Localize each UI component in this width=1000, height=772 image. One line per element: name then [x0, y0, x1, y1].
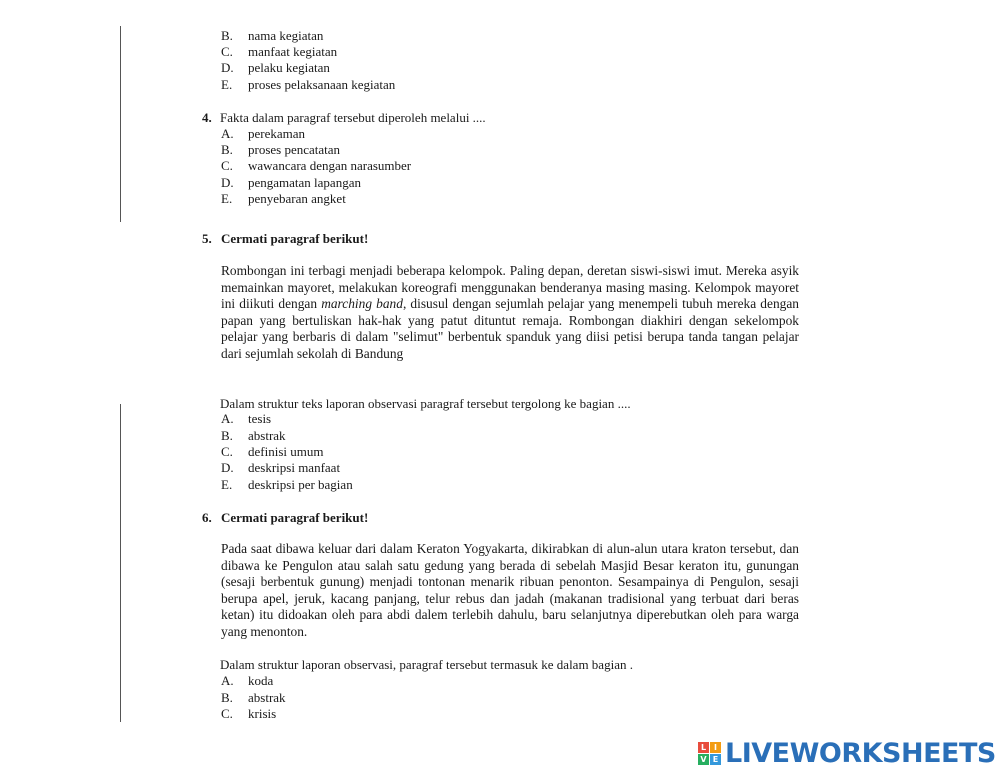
option-text: abstrak	[248, 690, 286, 705]
option-letter: C.	[221, 444, 233, 459]
option-letter: E.	[221, 77, 233, 92]
question-number: 6.	[202, 510, 212, 525]
option-letter: D.	[221, 175, 234, 190]
option-letter: A.	[221, 411, 234, 426]
option-text: tesis	[248, 411, 272, 426]
question-text: Dalam struktur laporan observasi, paragraf tersebut termasuk ke dalam bagian .	[220, 657, 633, 672]
logo-letter: V	[698, 754, 709, 765]
question-text: Dalam struktur teks laporan observasi paragraf tersebut tergolong ke bagian ....	[220, 396, 631, 411]
liveworksheets-watermark	[698, 738, 996, 769]
option-letter: A.	[221, 126, 234, 141]
option-text: deskripsi per bagian	[248, 477, 353, 492]
option-letter: B.	[221, 142, 233, 157]
option-text: proses pelaksanaan kegiatan	[248, 77, 396, 92]
question-number: 4.	[202, 110, 212, 125]
option-letter: C.	[221, 706, 233, 721]
option-text: pengamatan lapangan	[248, 175, 361, 190]
option-letter: B.	[221, 28, 233, 43]
option-letter: B.	[221, 690, 233, 705]
option-text: definisi umum	[248, 444, 324, 459]
logo-letter: I	[710, 742, 721, 753]
question-paragraph: Pada saat dibawa keluar dari dalam Keraton Yogyakarta, dikirabkan di alun-alun utara kraton tersebut, dan dibawa ke Pengulon atau salah satu gedung yang berada di sebelah Masjid Besar keraton itu, gunungan (sesaji berbentuk gunung) menjadi tontonan menarik ribuan penonton. Sesampainya di Pengulon, sesaji berupa apel, jeruk, kacang panjang, telur rebus dan jadah (makanan tradisional yang terbuat dari beras ketan) itu didoakan oleh para abdi dalem terlebih dahulu, baru selanjutnya diperebutkan oleh para warga yang menonton.	[221, 541, 799, 639]
option-letter: E.	[221, 477, 233, 492]
option-text: wawancara dengan narasumber	[248, 158, 412, 173]
option-text: pelaku kegiatan	[248, 60, 330, 75]
margin-line-top	[120, 26, 121, 222]
paragraph-text: Rombongan ini terbagi menjadi beberapa kelompok. Paling depan, deretan siswi-siswi imut. Mereka asyik memainkan mayoret, melakukan koreografi menggunakan benderanya masing masing. Kelompok mayoret ini diikuti dengan	[221, 263, 799, 312]
option-text: krisis	[248, 706, 277, 721]
logo-letter: L	[698, 742, 709, 753]
liveworksheets-logo-icon	[698, 742, 721, 765]
option-letter: C.	[221, 44, 233, 59]
question-heading: Cermati paragraf berikut!	[221, 510, 369, 525]
option-text: manfaat kegiatan	[248, 44, 338, 59]
question-heading: Cermati paragraf berikut!	[221, 231, 369, 246]
option-text: koda	[248, 673, 274, 688]
option-letter: C.	[221, 158, 233, 173]
margin-line-bottom	[120, 404, 121, 722]
paragraph-italic-text: marching band	[321, 296, 403, 312]
question-number: 5.	[202, 231, 212, 246]
option-letter: A.	[221, 673, 234, 688]
option-text: penyebaran angket	[248, 191, 346, 206]
option-text: perekaman	[248, 126, 306, 141]
logo-letter: E	[710, 754, 721, 765]
option-letter: B.	[221, 428, 233, 443]
option-letter: D.	[221, 60, 234, 75]
option-letter: E.	[221, 191, 233, 206]
brand-name: LIVEWORKSHEETS	[725, 738, 996, 769]
question-paragraph	[221, 263, 799, 363]
question-text: Fakta dalam paragraf tersebut diperoleh melalui ....	[220, 110, 486, 125]
option-text: deskripsi manfaat	[248, 460, 341, 475]
option-text: abstrak	[248, 428, 286, 443]
paragraph-text: , disusul dengan sejumlah pelajar yang menempeli tubuh mereka dengan papan yang bertuliskan hak-hak yang patut dituntut remaja. Rombongan diakhiri dengan sekelompok pelajar yang berbaris di dalam "selimut" berbentuk spanduk yang diisi petisi berupa tanda tangan pelajar dari sejumlah sekolah di Bandung	[221, 296, 799, 361]
option-text: proses pencatatan	[248, 142, 341, 157]
option-letter: D.	[221, 460, 234, 475]
option-text: nama kegiatan	[248, 28, 324, 43]
